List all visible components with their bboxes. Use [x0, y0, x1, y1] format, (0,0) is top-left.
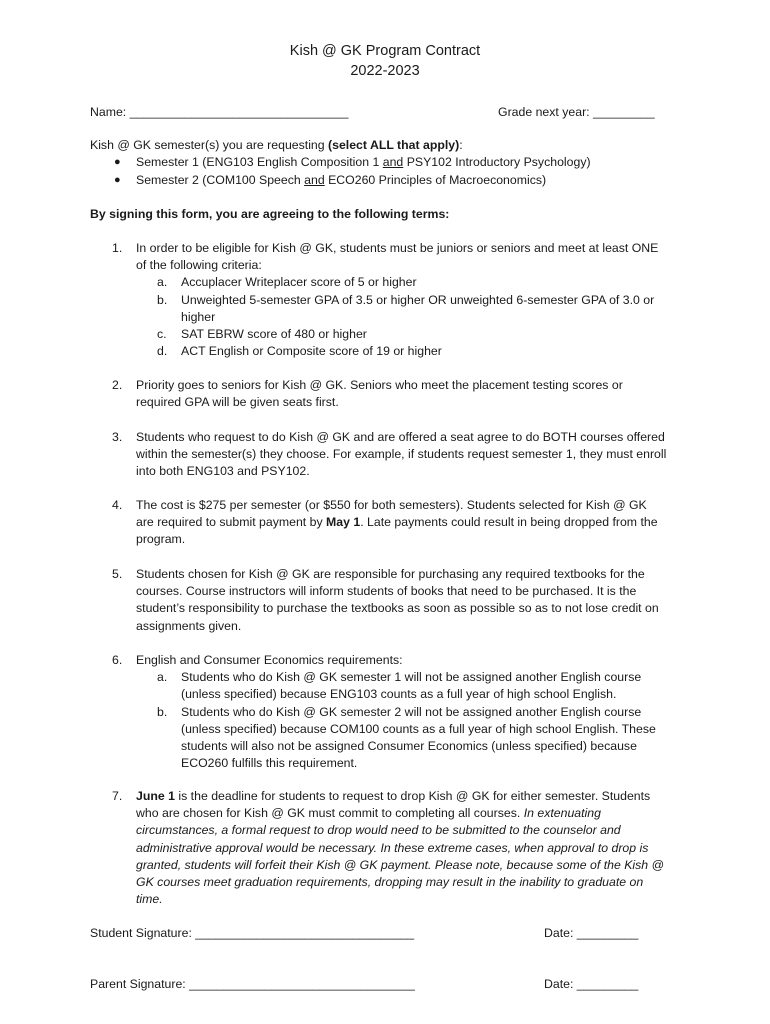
criterion-line: Unweighted 5-semester GPA of 3.5 or higher OR unweighted 6-semester GPA of 3.0 or	[181, 292, 655, 307]
option-and: and	[382, 155, 404, 169]
criterion-letter: d.	[157, 344, 168, 359]
criterion-a	[157, 274, 682, 291]
option-text: PSY102 Introductory Psychology)	[403, 155, 591, 169]
requirement-line: ECO260 fulfills this requirement.	[181, 756, 358, 771]
parent-date-field[interactable]: Date: _________	[544, 977, 639, 991]
semester-option-2[interactable]	[114, 172, 591, 190]
term-line: GK courses meet graduation requirements, dropping may result in the inability to graduate on	[136, 875, 644, 890]
option-text: ECO260 Principles of Macroeconomics)	[324, 173, 547, 187]
parent-signature-field[interactable]: Parent Signature: _________________________________	[90, 977, 415, 991]
option-and: and	[304, 173, 325, 187]
name-field[interactable]: Name: ________________________________	[90, 105, 349, 119]
term-number: 5.	[112, 567, 123, 581]
term-number: 2.	[112, 378, 123, 392]
term-text: is the deadline for students to request to drop Kish @ GK for either semester. Students	[174, 789, 651, 803]
requirement-line: Students who do Kish @ GK semester 1 will not be assigned another English course	[181, 670, 642, 685]
criterion-letter: c.	[157, 327, 167, 342]
term-3	[112, 429, 682, 481]
term-line: courses. Course instructors will inform students of books that need to be purchased. It is the	[136, 584, 637, 599]
requirement-letter: b.	[157, 704, 168, 719]
term-line: assignments given.	[136, 618, 242, 633]
requirement-a	[157, 669, 682, 703]
term-number: 4.	[112, 498, 123, 512]
term-number: 7.	[112, 789, 123, 803]
term-line: Priority goes to seniors for Kish @ GK. Seniors who meet the placement testing scores or	[136, 378, 623, 392]
term-line: circumstances, a formal request to drop would need to be submitted to the counselor and	[136, 823, 621, 838]
criterion-line: higher	[181, 309, 216, 324]
term-2	[112, 377, 682, 411]
requirement-line: (unless specified) because COM100 counts as a full year of high school English. These	[181, 721, 656, 736]
term-line: Students who request to do Kish @ GK and are offered a seat agree to do BOTH courses offered	[136, 430, 665, 444]
term-line: administrative approval would be necessary. In these extreme cases, when approval to drop is	[136, 840, 649, 855]
term-line: within the semester(s) they choose. For example, if students request semester 1, they must enroll	[136, 447, 667, 462]
requirement-line: students will also not be assigned Consumer Economics (unless specified) because	[181, 739, 637, 754]
criterion-d	[157, 343, 682, 360]
criterion-line: Accuplacer Writeplacer score of 5 or higher	[181, 275, 417, 290]
student-date-field[interactable]: Date: _________	[544, 926, 639, 940]
term-line: time.	[136, 892, 163, 907]
semester-option-1[interactable]	[114, 154, 591, 172]
student-signature-field[interactable]: Student Signature: ________________________________	[90, 926, 415, 940]
criterion-b	[157, 292, 682, 326]
intro-text: Kish @ GK semester(s) you are requesting	[90, 138, 329, 152]
term-line: granted, students will forfeit their Kish @ GK payment. Please note, because some of the Kish @	[136, 857, 665, 872]
semester-options	[114, 154, 591, 190]
grade-field[interactable]: Grade next year: _________	[498, 105, 655, 119]
requirement-letter: a.	[157, 670, 168, 685]
term-1	[112, 240, 682, 360]
term-4	[112, 497, 682, 549]
criterion-c	[157, 326, 682, 343]
payment-deadline: May 1	[326, 515, 361, 530]
term-line	[136, 514, 682, 531]
term-line: into both ENG103 and PSY102.	[136, 464, 310, 479]
term-text: . Late payments could result in being dropped from the	[360, 515, 658, 530]
bullet-icon: ●	[114, 156, 121, 168]
term-text: are required to submit payment by	[136, 515, 327, 530]
document-title: Kish @ GK Program Contract	[289, 43, 481, 59]
term-7	[112, 788, 682, 908]
intro-end-text: :	[459, 138, 463, 152]
term-line: In order to be eligible for Kish @ GK, students must be juniors or seniors and meet at least ONE	[136, 241, 659, 255]
term-number: 1.	[112, 241, 123, 255]
term-number: 3.	[112, 430, 123, 444]
criterion-line: ACT English or Composite score of 19 or higher	[181, 344, 442, 359]
term-line: Students chosen for Kish @ GK are responsible for purchasing any required textbooks for the	[136, 567, 645, 581]
option-text: Semester 2 (COM100 Speech	[136, 173, 305, 187]
term-line: required GPA will be given seats first.	[136, 395, 339, 410]
drop-deadline: June 1	[136, 789, 175, 803]
term-line	[136, 788, 682, 805]
term-5	[112, 566, 682, 635]
terms-heading: By signing this form, you are agreeing to the following terms:	[90, 207, 450, 221]
term-line: student’s responsibility to purchase the textbooks as soon as possible so as to not lose credit on	[136, 601, 659, 616]
option-text: Semester 1 (ENG103 English Composition 1	[136, 155, 383, 169]
term-line: The cost is $275 per semester (or $550 for both semesters). Students selected for Kish @ GK	[136, 498, 647, 512]
criterion-letter: b.	[157, 292, 168, 307]
criterion-letter: a.	[157, 275, 168, 290]
bullet-icon: ●	[114, 174, 121, 186]
term-line: English and Consumer Economics requirements:	[136, 653, 403, 667]
semester-request-intro	[90, 137, 463, 154]
term-text: who are chosen for Kish @ GK must commit to completing all courses.	[136, 806, 524, 821]
term-italic-text: In extenuating	[523, 806, 601, 821]
term-line: of the following criteria:	[136, 258, 262, 273]
term-number: 6.	[112, 653, 123, 667]
term-line: program.	[136, 532, 186, 547]
document-year: 2022-2023	[350, 63, 420, 79]
document-header	[0, 41, 770, 81]
intro-bold-text: (select ALL that apply)	[328, 138, 460, 152]
requirement-line: (unless specified) because ENG103 counts as a full year of high school English.	[181, 687, 617, 702]
requirement-line: Students who do Kish @ GK semester 2 will not be assigned another English course	[181, 704, 642, 719]
requirement-b	[157, 704, 682, 773]
criterion-line: SAT EBRW score of 480 or higher	[181, 327, 367, 342]
term-line	[136, 805, 682, 822]
term-6	[112, 652, 682, 772]
